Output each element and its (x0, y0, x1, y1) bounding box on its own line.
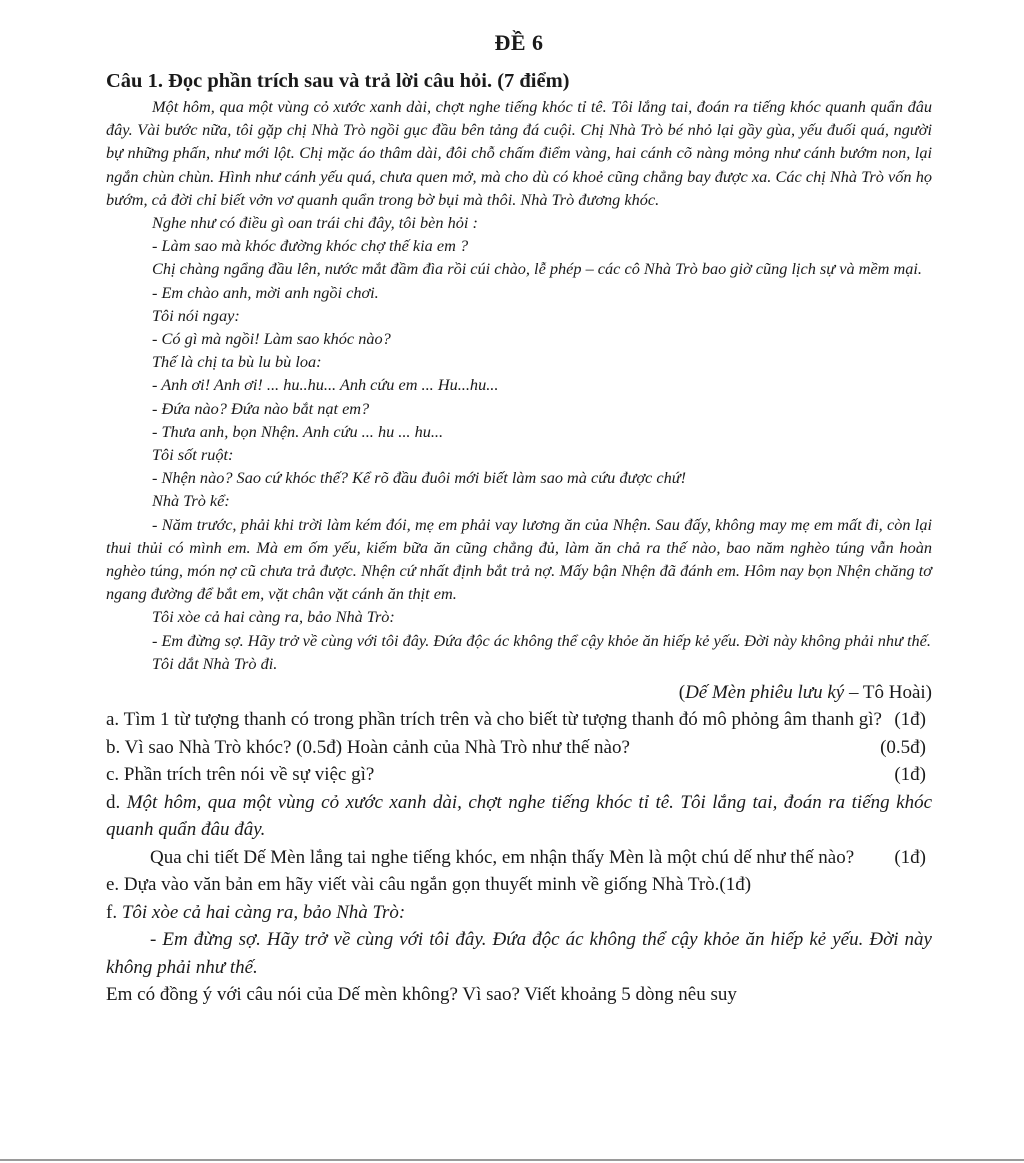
passage-paragraph: Chị chàng ngẩng đầu lên, nước mắt đầm đìa rồi cúi chào, lễ phép – các cô Nhà Trò bao giờ cũng lịch sự và mềm mại. (152, 259, 922, 279)
passage-paragraph: Một hôm, qua một vùng cỏ xước xanh dài, chợt nghe tiếng khóc tỉ tê. Tôi lắng tai, đoán ra tiếng khóc quanh quẩn đâu đây. Vài bước nữa, tôi gặp chị Nhà Trò ngồi gục đầu bên tảng đá cuội. Chị Nhà Trò bé nhỏ lại gầy gùa, yếu đuối quá, người bự những phấn, như mới lột. Chị mặc áo thâm dài, đôi chỗ chấm điểm vàng, hai cánh cõ nàng mỏng như cánh bướm non, lại ngắn chùn chùn. Hình như cánh yếu quá, chưa quen mở, mà cho dù có khoẻ cũng chẳng bay được xa. Các chị Nhà Trò vốn họ bướm, cả đời chỉ biết vởn vơ quanh quẩn trong bờ bụi mà thôi. Nhà Trò đương khóc. (106, 97, 932, 209)
question-a-text: a. Tìm 1 từ tượng thanh có trong phần trích trên và cho biết từ tượng thanh đó mô phỏng âm thanh gì? (106, 709, 882, 731)
passage-dialogue-line: - Làm sao mà khóc đường khóc chợ thế kia em ? (152, 236, 469, 256)
question-b (106, 734, 932, 762)
passage-dialogue-line: - Em chào anh, mời anh ngồi chơi. (152, 282, 379, 302)
passage-paragraph: Thế là chị ta bù lu bù loa: (152, 352, 322, 372)
page-bottom-divider (0, 1159, 1024, 1161)
passage-dialogue-line: - Nhện nào? Sao cứ khóc thế? Kể rõ đầu đuôi mới biết làm sao mà cứu được chứ! (152, 468, 687, 488)
passage-paragraph: Tôi nói ngay: (152, 305, 240, 325)
passage-dialogue-line: - Có gì mà ngồi! Làm sao khóc nào? (152, 329, 391, 349)
question-1-heading: Câu 1. Đọc phần trích sau và trả lời câu hỏi. (7 điểm) (106, 70, 570, 92)
exam-title: ĐỀ 6 (494, 30, 544, 55)
question-f: Em có đồng ý với câu nói của Dế mèn không? Vì sao? Viết khoảng 5 dòng nêu suy (106, 984, 737, 1006)
question-d-text: Qua chi tiết Dế Mèn lắng tai nghe tiếng khóc, em nhận thấy Mèn là một chú dế như thế nào? (150, 846, 855, 868)
question-d-quote-line (106, 789, 932, 844)
question-a (106, 706, 932, 734)
question-c (106, 761, 932, 789)
passage-paragraph: Tôi sốt ruột: (152, 445, 234, 465)
question-a-points: (1đ) (894, 709, 926, 731)
question-e: e. Dựa vào văn bản em hãy viết vài câu ngắn gọn thuyết minh về giống Nhà Trò.(1đ) (106, 874, 752, 896)
question-d (106, 844, 932, 872)
question-b-points: (0.5đ) (880, 736, 926, 758)
passage-dialogue-line: - Đứa nào? Đứa nào bắt nạt em? (152, 398, 370, 418)
passage-dialogue-line: - Anh ơi! Anh ơi! ... hu..hu... Anh cứu em ... Hu...hu... (152, 375, 499, 395)
passage-dialogue-line: - Năm trước, phải khi trời làm kém đói, mẹ em phải vay lương ăn của Nhện. Sau đấy, không may mẹ em mất đi, còn lại thui thủi có mình em. Mà em ốm yếu, kiếm bữa ăn cũng chẳng đủ, làm ăn chả ra thế nào, bao năm nghèo túng vẫn hoàn nghèo túng, món nợ cũ chưa trả được. Nhện cứ nhất định bắt trả nợ. Mấy bận Nhện đã đánh em. Hôm nay bọn Nhện chăng tơ ngang đường để bắt em, vặt chân vặt cánh ăn thịt em. (106, 514, 932, 604)
passage-paragraph: Tôi dắt Nhà Trò đi. (152, 653, 278, 673)
passage-paragraph: Nhà Trò kể: (152, 491, 230, 511)
source-work-title: Dế Mèn phiêu lưu ký (685, 682, 845, 704)
question-f-quote-2: - Em đừng sợ. Hãy trở về cùng với tôi đây. Đứa độc ác không thể cậy khỏe ăn hiếp kẻ yếu. Đời này không phải như thế. (106, 929, 932, 978)
question-list (106, 706, 932, 1009)
question-f-quote-1: Tôi xòe cả hai càng ra, bảo Nhà Trò: (121, 901, 406, 923)
question-d-prefix: d. (106, 791, 127, 813)
passage-dialogue-line: - Thưa anh, bọn Nhện. Anh cứu ... hu ... hu... (152, 421, 444, 441)
passage-source (106, 679, 932, 706)
question-d-points: (1đ) (894, 846, 926, 868)
question-d-quote: Một hôm, qua một vùng cỏ xước xanh dài, chợt nghe tiếng khóc tỉ tê. Tôi lắng tai, đoán ra tiếng khóc quanh quẩn đâu đây. (106, 791, 932, 841)
source-open-paren: ( (678, 682, 686, 704)
passage-dialogue-line: - Em đừng sợ. Hãy trở về cùng với tôi đây. Đứa độc ác không thể cậy khỏe ăn hiếp kẻ yếu. Đời này không phải như thế. (152, 630, 931, 650)
passage-paragraph: Tôi xòe cả hai càng ra, bảo Nhà Trò: (152, 607, 395, 627)
question-f-prefix: f. (106, 901, 122, 923)
question-b-text: b. Vì sao Nhà Trò khóc? (0.5đ) Hoàn cảnh của Nhà Trò như thế nào? (106, 736, 630, 758)
question-c-points: (1đ) (894, 764, 926, 786)
question-c-text: c. Phần trích trên nói về sự việc gì? (106, 764, 375, 786)
reading-passage (106, 95, 932, 675)
source-author: – Tô Hoài) (848, 682, 932, 704)
question-f-intro (106, 899, 932, 927)
passage-paragraph: Nghe như có điều gì oan trái chi đây, tôi bèn hỏi : (152, 213, 478, 233)
